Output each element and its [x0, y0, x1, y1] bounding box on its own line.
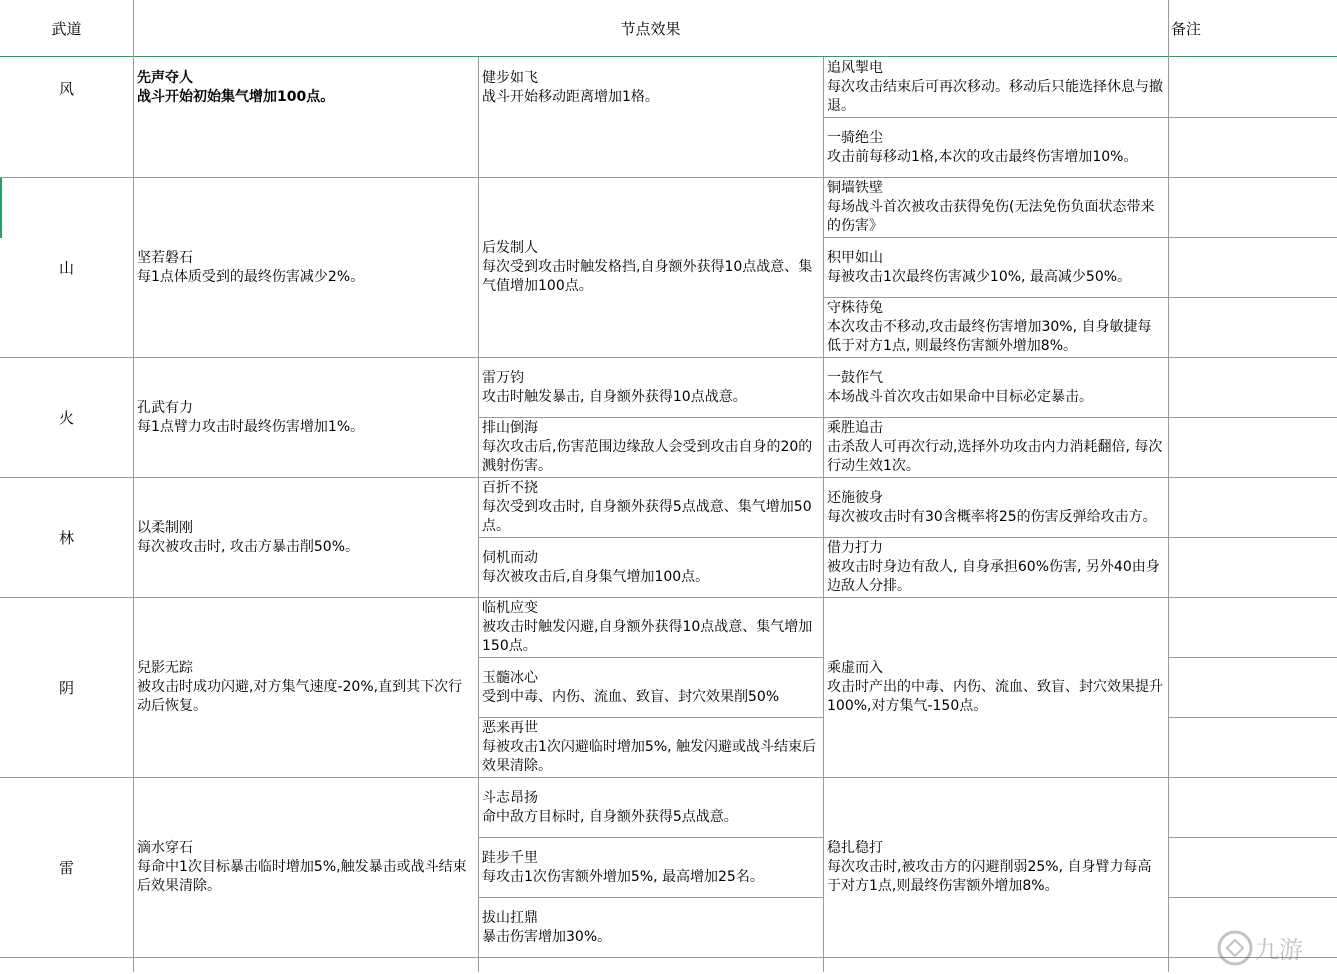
- mid-node-cell: [479, 838, 823, 897]
- nineyou-logo-icon: [1213, 900, 1333, 970]
- node-title: 临机应变: [482, 600, 538, 616]
- node-desc: 每攻击1次伤害额外增加5%, 最高增加25名。: [482, 868, 764, 885]
- mid-node-cell: [479, 778, 823, 837]
- node-desc: 受到中毒、内伤、流血、致盲、封穴效果削50%: [482, 688, 780, 705]
- node-title: 追风掣电: [827, 59, 883, 76]
- wudao-tag-huo: 火: [58, 409, 74, 427]
- main-node-cell: [134, 358, 478, 477]
- node-desc: 本次攻击不移动,攻击最终伤害增加30%, 自身敏捷每低于对方1点, 则最终伤害额外增加8%。: [827, 319, 1152, 354]
- node-desc: 每次攻击结束后可再次移动。移动后只能选择休息与撤退。: [827, 78, 1163, 114]
- node-desc: 被攻击时触发闪避,自身额外获得10点战意、集气增加150点。: [482, 619, 813, 654]
- node-desc: 攻击时触发暴击, 自身额外获得10点战意。: [482, 388, 747, 405]
- node-title: 还施彼身: [827, 489, 883, 506]
- node-desc: 每次被攻击时有30含概率将25的伤害反弹给攻击方。: [827, 508, 1157, 525]
- node-title: 借力打力: [827, 540, 883, 556]
- node-desc: 被攻击时身边有敌人, 自身承担60%伤害, 另外40由身边敌人分排。: [827, 559, 1160, 594]
- column-divider: [1168, 0, 1169, 972]
- right-node-cell: [824, 538, 1168, 597]
- mid-node-cell: [479, 57, 823, 119]
- mid-node-cell: [479, 658, 823, 717]
- node-title: 铜墙铁壁: [827, 180, 883, 196]
- node-title: 百折不挠: [482, 480, 538, 496]
- node-desc: 每次被攻击时, 攻击方暴击削50%。: [137, 538, 360, 555]
- node-desc: 每被攻击1次闪避临时增加5%, 触发闪避或战斗结束后效果清除。: [482, 739, 817, 774]
- node-title: 后发制人: [482, 240, 538, 256]
- node-title: 以柔制刚: [137, 519, 193, 536]
- node-desc: 每次攻击后,伤害范围边缘敌人会受到攻击自身的20的溅射伤害。: [482, 439, 813, 474]
- node-title: 一鼓作气: [827, 369, 883, 386]
- node-title: 乘胜追击: [827, 420, 883, 436]
- node-desc: 每1点臂力攻击时最终伤害增加1%。: [137, 418, 365, 435]
- mid-node-cell: [479, 718, 823, 777]
- node-title: 健步如飞: [482, 70, 538, 86]
- node-desc: 命中敌方目标时, 自身额外获得5点战意。: [482, 808, 738, 825]
- right-node-cell: [824, 478, 1168, 537]
- node-title: 孔武有力: [137, 399, 193, 416]
- right-node-cell: [824, 418, 1168, 477]
- node-title: 跬步千里: [482, 849, 538, 866]
- node-desc: 每次攻击时,被攻击方的闪避削弱25%, 自身臂力每高于对方1点,则最终伤害额外增加8%。: [827, 859, 1152, 894]
- node-desc: 战斗开始移动距离增加1格。: [482, 89, 659, 105]
- node-desc: 每1点体质受到的最终伤害减少2%。: [137, 268, 365, 285]
- right-node-cell: [824, 57, 1168, 117]
- node-desc: 每命中1次目标暴击临时增加5%,触发暴击或战斗结束后效果清除。: [137, 859, 467, 894]
- header-col-effect: 节点效果: [620, 19, 681, 38]
- node-title: 兒影无踪: [137, 660, 193, 676]
- node-desc: 攻击时产出的中毒、内伤、流血、致盲、封穴效果提升100%,对方集气-150点。: [827, 679, 1163, 714]
- right-node-cell: [824, 358, 1168, 417]
- node-title: 玉髓冰心: [482, 669, 538, 686]
- wudao-tag-lei: 雷: [58, 859, 74, 877]
- mid-node-cell: [479, 358, 823, 417]
- wudao-tag-feng: 风: [58, 80, 74, 98]
- node-desc: 每次受到攻击时, 自身额外获得5点战意、集气增加50点。: [482, 499, 812, 534]
- header-col-wudao: 武道: [51, 19, 82, 38]
- main-node-cell: [134, 598, 478, 777]
- node-desc: 攻击前每移动1格,本次的攻击最终伤害增加10%。: [827, 148, 1138, 165]
- mid-node-cell: [479, 538, 823, 597]
- row-divider: [0, 957, 1337, 958]
- right-node-cell: [824, 178, 1168, 237]
- mid-node-cell: [479, 478, 823, 537]
- mid-node-cell: [479, 898, 823, 957]
- node-title: 拔山扛鼎: [482, 909, 538, 926]
- wudao-tag-lin: 林: [58, 529, 74, 547]
- node-title: 滴水穿石: [137, 840, 193, 856]
- node-desc: 每次受到攻击时触发格挡,自身额外获得10点战意、集气值增加100点。: [482, 259, 813, 294]
- node-desc: 每被攻击1次最终伤害减少10%, 最高减少50%。: [827, 268, 1132, 285]
- mid-node-cell: [479, 178, 823, 357]
- node-desc: 本场战斗首次攻击如果命中目标必定暴击。: [827, 388, 1093, 405]
- node-title: 先声夺人: [137, 70, 193, 86]
- main-node-cell: [134, 178, 478, 357]
- wudao-tag-yin: 阴: [58, 679, 74, 697]
- node-title: 雷万钧: [482, 369, 524, 386]
- header-col-remark: 备注: [1171, 19, 1202, 38]
- node-desc: 被攻击时成功闪避,对方集气速度-20%,直到其下次行动后恢复。: [137, 679, 463, 714]
- cell-divider: [1168, 897, 1337, 898]
- node-title: 积甲如山: [827, 249, 883, 266]
- right-node-cell: [824, 238, 1168, 297]
- node-title: 伺机而动: [482, 549, 538, 566]
- mid-node-cell: [479, 598, 823, 657]
- right-node-cell: [824, 778, 1168, 957]
- node-title: 坚若磐石: [137, 249, 193, 266]
- node-title: 排山倒海: [482, 420, 538, 436]
- svg-text:九游: 九游: [1255, 936, 1303, 964]
- cell-divider: [1168, 717, 1337, 718]
- node-title: 一骑绝尘: [827, 129, 883, 146]
- node-desc: 战斗开始初始集气增加100点。: [137, 89, 335, 105]
- node-title: 恶来再世: [482, 720, 538, 736]
- node-title: 斗志昂扬: [482, 789, 538, 806]
- cell-divider: [1168, 837, 1337, 838]
- node-desc: 击杀敌人可再次行动,选择外功攻击内力消耗翻倍, 每次行动生效1次。: [827, 439, 1163, 474]
- node-desc: 暴击伤害增加30%。: [482, 928, 612, 945]
- node-desc: 每次被攻击后,自身集气增加100点。: [482, 568, 710, 585]
- main-node-cell: [134, 57, 478, 119]
- node-title: 守株待兔: [827, 300, 883, 316]
- watermark-logo: [1213, 900, 1333, 970]
- main-node-cell: [134, 778, 478, 957]
- main-node-cell: [134, 478, 478, 597]
- right-node-cell: [824, 298, 1168, 357]
- node-title: 稳扎稳打: [827, 840, 883, 856]
- node-desc: 每场战斗首次被攻击获得免伤(无法免伤负面状态带来的伤害》: [827, 199, 1155, 234]
- wudao-tag-shan: 山: [58, 259, 74, 277]
- cell-divider: [1168, 657, 1337, 658]
- mid-node-cell: [479, 418, 823, 477]
- node-title: 乘虚而入: [827, 660, 883, 676]
- right-node-cell: [824, 598, 1168, 777]
- right-node-cell: [824, 118, 1168, 177]
